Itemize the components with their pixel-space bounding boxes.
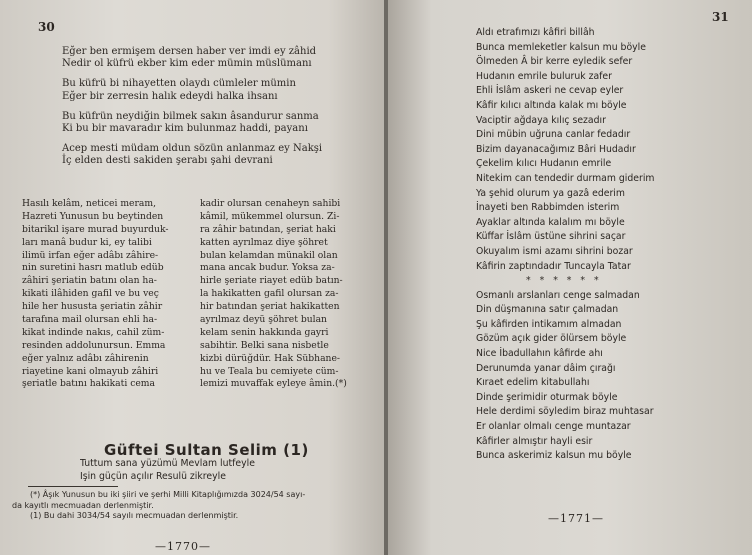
verse-line: Ya şehid olurum ya gazâ ederim bbox=[476, 187, 625, 199]
verse-line: Derunumda yanar dâim çırağı bbox=[476, 362, 616, 374]
text-line: riayetine kani olmayub zâhiri bbox=[22, 365, 159, 377]
verse-line: Dini mübin uğruna canlar fedadır bbox=[476, 129, 631, 141]
verse-line: Eğer bir zerresin halık edeydi halka ihsanı bbox=[62, 90, 278, 102]
text-line: mana ancak budur. Yoksa za- bbox=[200, 262, 335, 274]
heading-verses bbox=[80, 458, 255, 483]
text-line: katten ayrılmaz diye şöhret bbox=[200, 236, 328, 248]
verse-line: Din düşmanına satır çalmadan bbox=[476, 304, 619, 316]
text-line: ları manâ budur ki, ey talibi bbox=[22, 236, 152, 248]
text-line: zâhiri şeriatin batını olan ha- bbox=[22, 275, 157, 287]
verse-line: Şu kâfirden intikamım almadan bbox=[476, 318, 622, 330]
text-line: hir batından şeriat hakikatten bbox=[200, 301, 340, 313]
verse-line: Küffar İslâm üstüne sihrini saçar bbox=[476, 231, 626, 243]
text-line: lemizi muvaffak eyleye âmin.(*) bbox=[200, 378, 347, 390]
footnote: (*) Âşık Yunusun bu iki şiiri ve şerhi Milli Kitaplığımızda 3024/54 sayı- bbox=[30, 490, 306, 499]
verse-line: Okuyalım ismi azamı sihrini bozar bbox=[476, 245, 633, 257]
footnote-rule bbox=[28, 486, 118, 487]
verse-line: Nice İbadullahın kâfirde ahı bbox=[476, 348, 603, 360]
verse-line: Ölmeden Â bir kerre eyledik sefer bbox=[476, 56, 633, 68]
text-line: hirle şeriate riayet edüb batın- bbox=[200, 275, 343, 287]
verse-line: Bu küfrün neydiğin bilmek sakın âsandurur sanma bbox=[62, 110, 319, 122]
text-line: şeriatle batını hakikati cema bbox=[22, 378, 155, 390]
verse-line: Dinde şerimidir oturmak böyle bbox=[476, 391, 618, 403]
verse-line: Gözüm açık gider ölürsem böyle bbox=[476, 333, 627, 345]
text-line: hile her hususta şeriatin zâhir bbox=[22, 301, 163, 313]
left-page-number: 30 bbox=[38, 20, 55, 34]
text-line: hu ve Teala bu cemiyete cüm- bbox=[200, 365, 339, 377]
verse-line: Nitekim can tendedir durmam giderim bbox=[476, 172, 655, 184]
text-line: kadir olursan cenaheyn sahibi bbox=[200, 198, 341, 209]
verse-line: Ki bu bir mavaradır kim bulunmaz haddi, payanı bbox=[62, 122, 308, 134]
text-line: Hasılı kelâm, neticei meram, bbox=[22, 198, 156, 209]
text-line: la hakikatten gafil olursan za- bbox=[200, 288, 339, 300]
left-verse-block bbox=[62, 46, 322, 168]
verse-line: Vaciptir ağdaya kılıç sezadır bbox=[476, 114, 606, 126]
footnotes bbox=[12, 490, 306, 522]
text-line: nin suretini hasrı matlub edüb bbox=[22, 262, 164, 274]
verse-line: Ehli İslâm askeri ne cevap eyler bbox=[476, 85, 624, 97]
text-line: kâmil, mükemmel olursun. Zi- bbox=[200, 210, 340, 222]
verse-line: Kâfirler almıştır hayli esir bbox=[476, 435, 593, 447]
verse-line: Kıraet edelim kitabullahı bbox=[476, 377, 590, 389]
right-page-footer: —1771— bbox=[548, 512, 604, 525]
verse-line: İç elden desti sakiden şerabı şahi devrani bbox=[62, 155, 273, 167]
right-page bbox=[388, 0, 752, 555]
footnote: da kayıtlı mecmuadan derlenmiştir. bbox=[12, 500, 154, 510]
right-page-number: 31 bbox=[712, 10, 729, 24]
verse-line: Eğer ben ermişem dersen haber ver imdi ey zâhid bbox=[62, 46, 317, 57]
text-line: kelam senin hakkında gayri bbox=[200, 326, 329, 338]
stanza-separator: * * * * * * bbox=[526, 275, 602, 287]
section-heading: Güftei Sultan Selim (1) bbox=[104, 441, 309, 459]
verse-line: Kâfirin zaptındadır Tuncayla Tatar bbox=[476, 260, 631, 272]
verse-line: Acep mesti müdam oldun sözün anlanmaz ey Nakşi bbox=[62, 143, 323, 155]
text-line: eğer yalnız adâbı zâhirenin bbox=[22, 352, 149, 364]
text-line: kizbi dürüğdür. Hak Sübhane- bbox=[200, 352, 341, 364]
text-line: resinden addolunursun. Emma bbox=[22, 339, 166, 351]
verse-line: Bunca askerimiz kalsun mu böyle bbox=[476, 450, 632, 462]
verse-line: Hele derdimi söyledim biraz muhtasar bbox=[476, 406, 654, 418]
verse-line: Bu küfrü bi nihayetten olaydı cümleler mümin bbox=[62, 78, 296, 90]
verse-line: Hudanın emrile buluruk zafer bbox=[476, 70, 612, 82]
text-line: tarafına mail olursan ehli ha- bbox=[22, 314, 158, 326]
text-line: kikati ilâhiden gafil ve bu veç bbox=[22, 288, 159, 300]
text-line: kikat indinde nakıs, cahil züm- bbox=[22, 326, 165, 338]
verse-line: Ayaklar altında kalalım mı böyle bbox=[476, 216, 625, 228]
text-line: Hazreti Yunusun bu beytinden bbox=[22, 210, 164, 222]
footnote: (1) Bu dahi 3034/54 sayılı mecmuadan derlenmiştir. bbox=[30, 511, 239, 520]
verse-line: Tuttum sana yüzümü Mevlam lutfeyle bbox=[80, 458, 255, 469]
verse-line: Osmanlı arslanları cenge salmadan bbox=[476, 289, 640, 301]
verse-line: İnayeti ben Rabbimden isterim bbox=[476, 202, 620, 214]
text-line: ra zâhir batından, şeriat haki bbox=[200, 223, 336, 235]
commentary-column-left bbox=[22, 198, 190, 391]
verse-line: Çekelim kılıcı Hudanın emrile bbox=[476, 158, 612, 170]
text-line: bulan kelamdan münakil olan bbox=[200, 249, 338, 261]
verse-line: Bunca memleketler kalsun mu böyle bbox=[476, 41, 646, 53]
commentary-column-right bbox=[200, 198, 372, 391]
text-line: ayrılmaz deyü şöhret bulan bbox=[200, 314, 327, 326]
right-verse-block bbox=[476, 26, 654, 464]
left-page-footer: —1770— bbox=[155, 540, 211, 553]
verse-line: Aldı etrafımızı kâfiri billâh bbox=[476, 27, 595, 38]
verse-line: Nedir ol küfrü ekber kim eder mümin müslümanı bbox=[62, 58, 312, 70]
text-line: sabihtir. Belki sana nisbetle bbox=[200, 339, 329, 351]
verse-line: Kâfir kılıcı altında kalak mı böyle bbox=[476, 99, 627, 111]
verse-line: Er olanlar olmalı cenge muntazar bbox=[476, 421, 631, 433]
verse-line: İşin güçün açılır Resulü zikreyle bbox=[80, 470, 226, 482]
text-line: bitarikıl işare murad buyurduk- bbox=[22, 223, 169, 235]
text-line: ilimü irfan eğer adâbı zâhire- bbox=[22, 249, 159, 261]
verse-line: Bizim dayanacağımız Bâri Hudadır bbox=[476, 143, 636, 155]
